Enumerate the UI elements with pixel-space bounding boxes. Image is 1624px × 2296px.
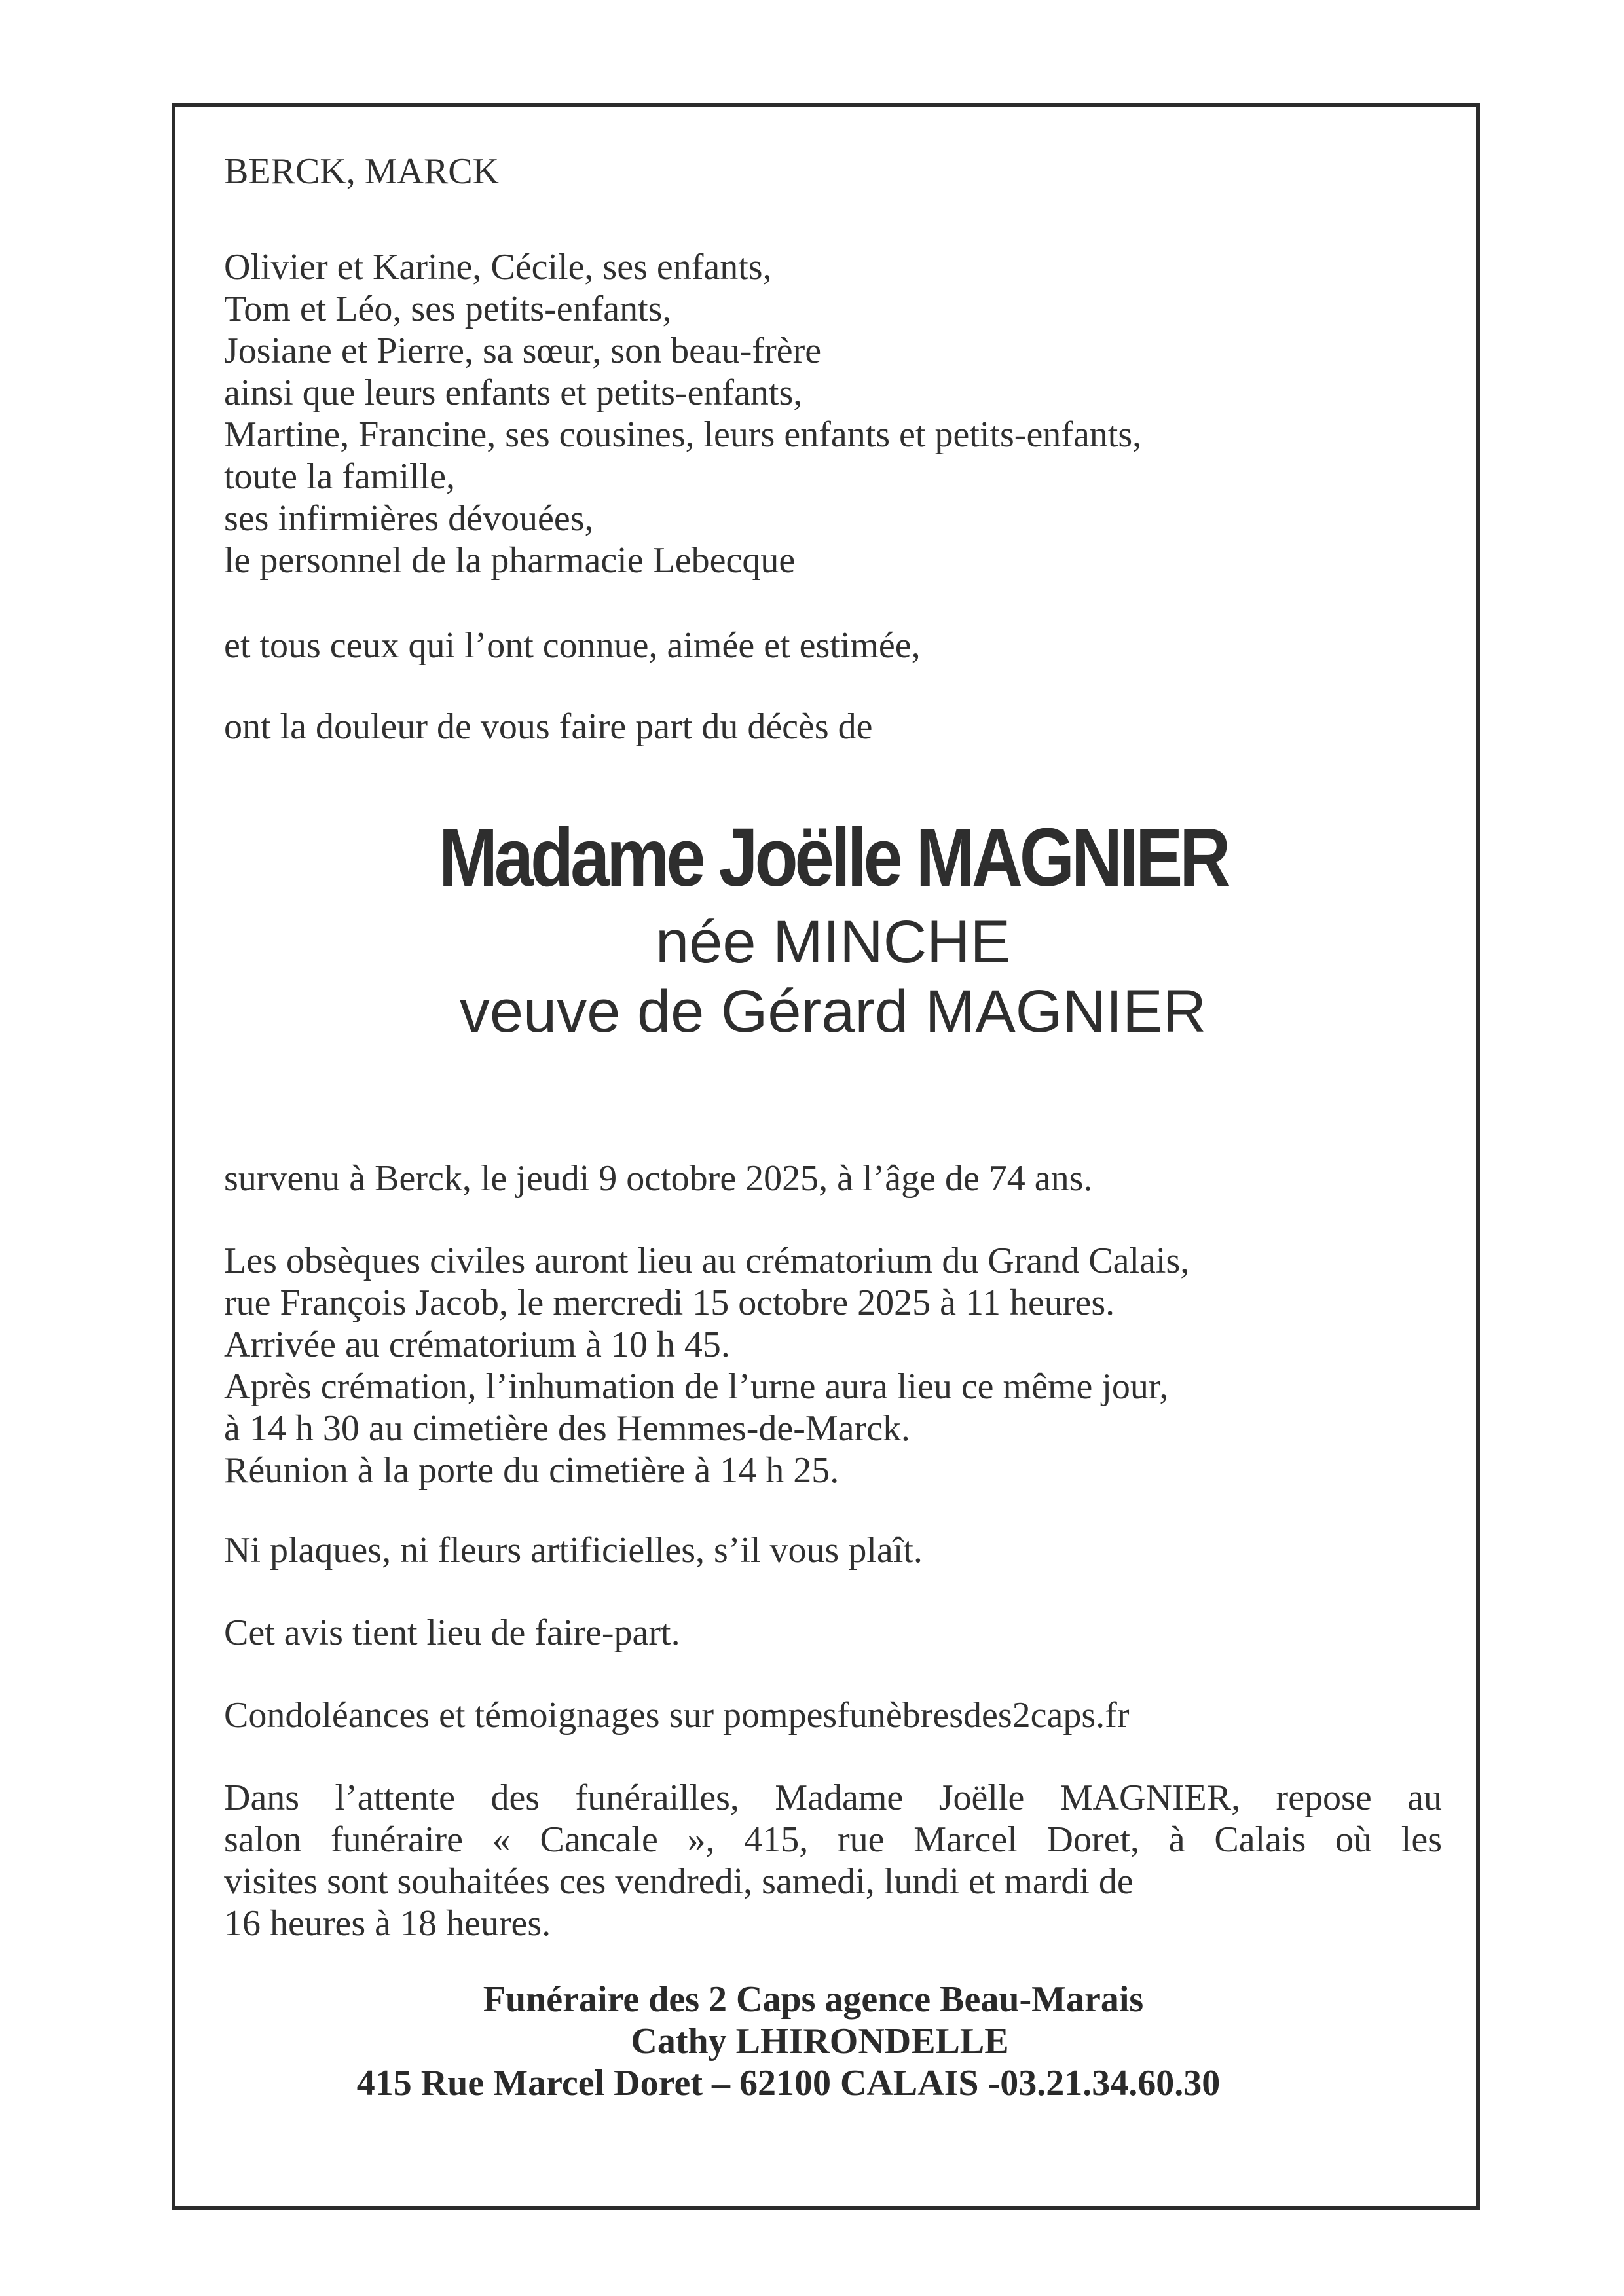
ceremony-line: Les obsèques civiles auront lieu au crématorium du Grand Calais,	[224, 1241, 1190, 1281]
condolences-line: Condoléances et témoignages sur pompesfunèbresdes2caps.fr	[224, 1695, 1130, 1736]
viewing-section	[224, 1777, 1442, 1944]
viewing-line: 16 heures à 18 heures.	[224, 1903, 551, 1944]
family-line: ainsi que leurs enfants et petits-enfants,	[224, 373, 803, 413]
localities-section	[224, 151, 1442, 192]
funeral-home-block	[224, 1978, 1442, 2104]
deceased-name: Madame Joëlle MAGNIER	[438, 811, 1228, 903]
family-line: Olivier et Karine, Cécile, ses enfants,	[224, 247, 772, 287]
flowers-section	[224, 1529, 1442, 1571]
funeral-home-address: 415 Rue Marcel Doret – 62100 CALAIS -03.21.34.60.30	[356, 2063, 1221, 2104]
ceremony-line: Réunion à la porte du cimetière à 14 h 25.	[224, 1450, 840, 1491]
ceremony-line: rue François Jacob, le mercredi 15 octobre 2025 à 11 heures.	[224, 1283, 1115, 1323]
sorrow-section	[224, 706, 1442, 748]
viewing-line: Dans l’attente des funérailles, Madame Joëlle MAGNIER, repose au	[224, 1777, 1442, 1818]
ceremony-section	[224, 1240, 1442, 1491]
death-info-line: survenu à Berck, le jeudi 9 octobre 2025, à l’âge de 74 ans.	[224, 1158, 1093, 1199]
funeral-home-contact: Cathy LHIRONDELLE	[631, 2021, 1009, 2062]
family-line: Martine, Francine, ses cousines, leurs enfants et petits-enfants,	[224, 414, 1142, 455]
notice-section	[224, 1612, 1442, 1654]
family-line: Tom et Léo, ses petits-enfants,	[224, 289, 672, 329]
known-section	[224, 625, 1442, 666]
notice-note: Cet avis tient lieu de faire-part.	[224, 1613, 680, 1653]
family-line: toute la famille,	[224, 456, 455, 497]
death-info-section	[224, 1157, 1442, 1199]
family-line: le personnel de la pharmacie Lebecque	[224, 540, 796, 581]
family-section	[224, 246, 1442, 581]
family-line: ses infirmières dévouées,	[224, 498, 594, 539]
flowers-note: Ni plaques, ni fleurs artificielles, s’il vous plaît.	[224, 1530, 923, 1571]
ceremony-line: Arrivée au crématorium à 10 h 45.	[224, 1324, 730, 1365]
deceased-name-block	[224, 812, 1442, 1046]
funeral-home-name: Funéraire des 2 Caps agence Beau-Marais	[483, 1979, 1144, 2020]
family-line: Josiane et Pierre, sa sœur, son beau-frère	[224, 331, 822, 371]
maiden-name: née MINCHE	[655, 909, 1010, 975]
ceremony-line: à 14 h 30 au cimetière des Hemmes-de-Marck.	[224, 1408, 911, 1449]
condolences-section	[224, 1694, 1442, 1736]
viewing-line: salon funéraire « Cancale », 415, rue Marcel Doret, à Calais où les	[224, 1819, 1442, 1860]
viewing-line: visites sont souhaitées ces vendredi, samedi, lundi et mardi de	[224, 1861, 1134, 1902]
localities-heading: BERCK, MARCK	[224, 151, 500, 192]
widow-of: veuve de Gérard MAGNIER	[459, 978, 1207, 1045]
ceremony-line: Après crémation, l’inhumation de l’urne aura lieu ce même jour,	[224, 1366, 1169, 1407]
known-line: et tous ceux qui l’ont connue, aimée et estimée,	[224, 625, 921, 666]
sorrow-line: ont la douleur de vous faire part du décès de	[224, 706, 873, 747]
